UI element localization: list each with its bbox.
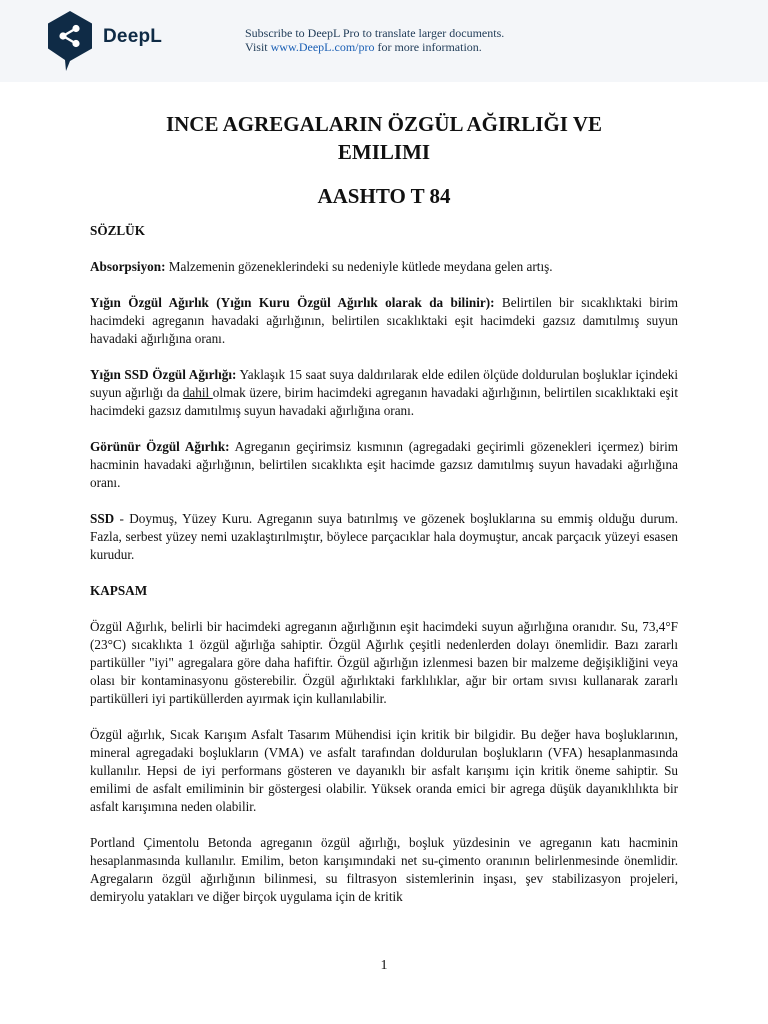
promo-text [245,26,504,54]
definition-text: Agreganın geçirimsiz kısmının (agregadaki geçirimli gözenekleri içermez) birim hacminin havadaki ağırlığının, belirtilen sıcaklıkta eşit hacimde gazsız damıtılmış suyun havadaki ağırlığına oranı. [90,439,678,490]
term-absorption: Absorpsiyon: [90,259,166,274]
definition-text: olmak üzere, birim hacimdeki agreganın havadaki ağırlığının, belirtilen sıcaklıktaki eşit hacimdeki gazsız damıtılmış suyun havadaki ağırlığına oranı. [90,385,678,418]
definition-text: Malzemenin gözeneklerindeki su nedeniyle kütlede meydana gelen artış. [165,259,553,274]
definition-text: Yaklaşık 15 saat suya daldırılarak elde edilen ölçüde doldurulan boşluklar içindeki suyun ağırlığı da [90,367,678,400]
document-title: INCE AGREGALARIN ÖZGÜL AĞIRLIĞI VE EMILIMI [165,112,603,164]
deepl-brand-name: DeepL [103,26,163,47]
deepl-pro-link[interactable]: www.DeepL.com/pro [270,40,375,54]
definition-text: - Doymuş, Yüzey Kuru. Agreganın suya batırılmış ve gözenek boşluklarına su emmiş olduğu durum. Fazla, serbest yüzey nemi uzaklaştırılmıştır, böylece parçacıklar hala doymuştur, ancak parçacık yüzeyi esasen kurudur. [90,511,678,562]
promo-line-1: Subscribe to DeepL Pro to translate larger documents. [245,26,505,40]
glossary-heading: SÖZLÜK [90,223,145,238]
promo-suffix-text: for more information. [374,40,482,54]
underlined-word: dahil [182,385,213,400]
document-subtitle: AASHTO T 84 [317,184,451,208]
document-page [90,110,678,924]
term-ssd: SSD [90,511,115,526]
scope-paragraph-2: Özgül ağırlık, Sıcak Karışım Asfalt Tasarım Mühendisi için kritik bir bilgidir. Bu değer hava boşluklarının, mineral agregadaki boşlukların (VMA) ve asfalt tarafından doldurulan boşlukların (VFA) hesaplanmasında kullanılır. Hepsi de iyi performans gösteren ve dayanıklı bir asfalt karışımı için kritik öneme sahiptir. Su emilimi de asfalt emiliminin bir göstergesi olabilir. Yüksek oranda emici bir agrega düşük dayanıklılıkta bir asfalt karışımına neden olabilir. [90,727,678,814]
promo-visit-text: Visit [245,40,271,54]
promo-line-2 [245,40,504,54]
definition-text: Belirtilen bir sıcaklıktaki birim hacimdeki agreganın havadaki ağırlığının, belirtilen sıcaklıktaki eşit hacimdeki gazsız damıtılmış suyun havadaki ağırlığına oranı. [90,295,678,346]
definition-apparent-specific-gravity [90,438,678,492]
definition-bulk-specific-gravity [90,294,678,348]
term-apparent-specific-gravity: Görünür Özgül Ağırlık: [90,439,230,454]
deepl-logo-icon[interactable] [46,10,94,72]
scope-paragraph-1: Özgül Ağırlık, belirli bir hacimdeki agreganın ağırlığının eşit hacimdeki suyun ağırlığına oranıdır. Su, 73,4°F (23°C) sıcaklıkta 1 özgül ağırlığa sahiptir. Özgül Ağırlık çeşitli nedenlerden dolayı önemlidir. Bazı zararlı partiküller "iyi" agregalara göre daha hafiftir. Özgül ağırlığın izlenmesi bazen bir malzeme değişikliğini veya olası bir kontaminasyonu gösterebilir. Özgül ağırlıktaki farklılıklar, ağır bir ortam sıvısı kullanarak zararlı partikülleri iyi partiküllerden ayırmak için kullanılabilir. [90,619,678,706]
term-bulk-specific-gravity: Yığın Özgül Ağırlık (Yığın Kuru Özgül Ağırlık olarak da bilinir): [90,295,495,310]
deepl-banner [0,0,768,82]
definition-absorption [90,258,678,276]
page-number: 1 [380,958,388,973]
definition-ssd [90,510,678,564]
definition-bulk-ssd-specific-gravity [90,366,678,420]
scope-paragraph-3: Portland Çimentolu Betonda agreganın özgül ağırlığı, boşluk yüzdesinin ve agreganın katı hacminin hesaplanmasında kullanılır. Emilim, beton karışımındaki net su-çimento oranının belirlenmesinde önemlidir. Agregaların özgül ağırlığının bilinmesi, su filtrasyon sistemlerinin inşası, şev stabilizasyon projeleri, demiryolu yatakları ve diğer birçok uygulama için de kritik [90,835,678,904]
scope-heading: KAPSAM [90,583,148,598]
term-bulk-ssd-specific-gravity: Yığın SSD Özgül Ağırlığı: [90,367,237,382]
